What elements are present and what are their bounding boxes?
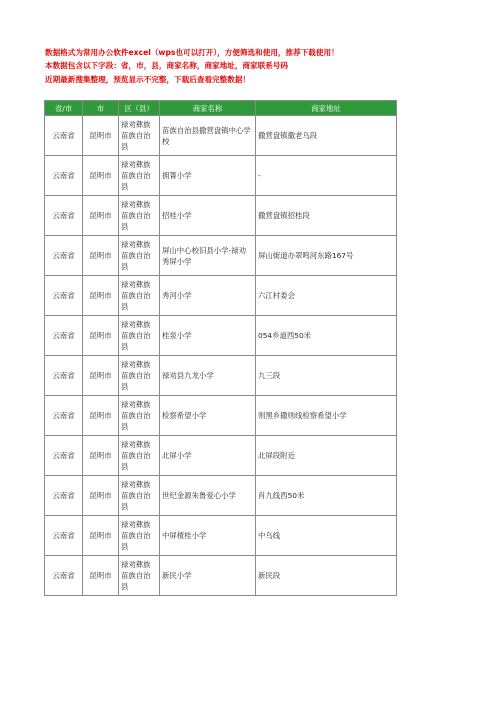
- notice-block: [45, 46, 465, 86]
- notice-line-preview: 近期最新搜集整理，预览显示不完整，下载后查看完整数据！: [45, 74, 251, 84]
- table-row: [45, 236, 397, 276]
- header-city: 市: [83, 101, 119, 116]
- cell-province: 云南省: [45, 196, 83, 236]
- header-merchant-address: 商家地址: [256, 101, 397, 116]
- cell-merchant-address: 则黑乡撒则线检察希望小学: [256, 396, 397, 436]
- cell-merchant-name: 中屏楂桂小学: [160, 516, 256, 556]
- notice-line-format: 数据格式为常用办公软件excel（wps也可以打开），方便筛选和使用，推荐下载使用！: [45, 48, 339, 57]
- cell-city: 昆明市: [83, 316, 119, 356]
- cell-city: 昆明市: [83, 156, 119, 196]
- cell-city: 昆明市: [83, 276, 119, 316]
- cell-merchant-address: 北屏段附近: [256, 436, 397, 476]
- table-row: [45, 356, 397, 396]
- cell-merchant-address: 九三段: [256, 356, 397, 396]
- table-header-row: [45, 101, 397, 116]
- cell-county: 禄劝彝族苗族自治县: [119, 436, 160, 476]
- cell-county: 禄劝彝族苗族自治县: [119, 516, 160, 556]
- table-row: [45, 316, 397, 356]
- cell-county: 禄劝彝族苗族自治县: [119, 196, 160, 236]
- cell-merchant-name: 招桂小学: [160, 196, 256, 236]
- cell-province: 云南省: [45, 276, 83, 316]
- cell-merchant-address: 肖九线西50米: [256, 476, 397, 516]
- cell-province: 云南省: [45, 316, 83, 356]
- cell-merchant-name: 拥箐小学: [160, 156, 256, 196]
- cell-county: 禄劝彝族苗族自治县: [119, 156, 160, 196]
- merchant-table: [44, 100, 397, 596]
- cell-merchant-address: -: [256, 156, 397, 196]
- cell-city: 昆明市: [83, 116, 119, 156]
- table-row: [45, 556, 397, 596]
- cell-province: 云南省: [45, 116, 83, 156]
- cell-county: 禄劝彝族苗族自治县: [119, 476, 160, 516]
- table-row: [45, 476, 397, 516]
- table-row: [45, 196, 397, 236]
- cell-province: 云南省: [45, 236, 83, 276]
- cell-merchant-address: 屏山街道办翠鸣河东路167号: [256, 236, 397, 276]
- cell-province: 云南省: [45, 556, 83, 596]
- cell-county: 禄劝彝族苗族自治县: [119, 316, 160, 356]
- table-row: [45, 276, 397, 316]
- table-row: [45, 156, 397, 196]
- cell-city: 昆明市: [83, 356, 119, 396]
- cell-city: 昆明市: [83, 556, 119, 596]
- cell-merchant-name: 世纪金源朱鲁爱心小学: [160, 476, 256, 516]
- cell-county: 禄劝彝族苗族自治县: [119, 116, 160, 156]
- table-row: [45, 516, 397, 556]
- notice-line-fields: 本数据包含以下字段：省，市，县，商家名称，商家地址，商家联系号码: [45, 61, 288, 71]
- cell-city: 昆明市: [83, 436, 119, 476]
- cell-city: 昆明市: [83, 516, 119, 556]
- cell-province: 云南省: [45, 476, 83, 516]
- cell-county: 禄劝彝族苗族自治县: [119, 236, 160, 276]
- cell-merchant-name: 屏山中心校旧县小学-禄劝秀屏小学: [160, 236, 256, 276]
- cell-merchant-address: 撒营盘镇招桂段: [256, 196, 397, 236]
- cell-merchant-name: 秀河小学: [160, 276, 256, 316]
- cell-merchant-address: 撒营盘镇撒老乌段: [256, 116, 397, 156]
- cell-city: 昆明市: [83, 196, 119, 236]
- table-row: [45, 396, 397, 436]
- cell-merchant-name: 禄劝县九龙小学: [160, 356, 256, 396]
- cell-province: 云南省: [45, 356, 83, 396]
- cell-province: 云南省: [45, 436, 83, 476]
- cell-merchant-name: 检察希望小学: [160, 396, 256, 436]
- table-row: [45, 116, 397, 156]
- cell-merchant-name: 桂泉小学: [160, 316, 256, 356]
- cell-county: 禄劝彝族苗族自治县: [119, 396, 160, 436]
- cell-city: 昆明市: [83, 396, 119, 436]
- cell-province: 云南省: [45, 156, 83, 196]
- table-row: [45, 436, 397, 476]
- cell-province: 云南省: [45, 396, 83, 436]
- cell-province: 云南省: [45, 516, 83, 556]
- cell-county: 禄劝彝族苗族自治县: [119, 556, 160, 596]
- cell-merchant-address: 中乌线: [256, 516, 397, 556]
- header-merchant-name: 商家名称: [160, 101, 256, 116]
- cell-county: 禄劝彝族苗族自治县: [119, 356, 160, 396]
- table-body: [45, 116, 397, 596]
- cell-merchant-name: 新民小学: [160, 556, 256, 596]
- cell-merchant-address: 六江村委会: [256, 276, 397, 316]
- cell-city: 昆明市: [83, 236, 119, 276]
- cell-merchant-address: 054乡道西50米: [256, 316, 397, 356]
- cell-county: 禄劝彝族苗族自治县: [119, 276, 160, 316]
- cell-city: 昆明市: [83, 476, 119, 516]
- header-county: 区（县）: [119, 101, 160, 116]
- cell-merchant-name: 北屏小学: [160, 436, 256, 476]
- header-province: 省/市: [45, 101, 83, 116]
- cell-merchant-address: 新民段: [256, 556, 397, 596]
- cell-merchant-name: 苗族自治县撒营盘镇中心学校: [160, 116, 256, 156]
